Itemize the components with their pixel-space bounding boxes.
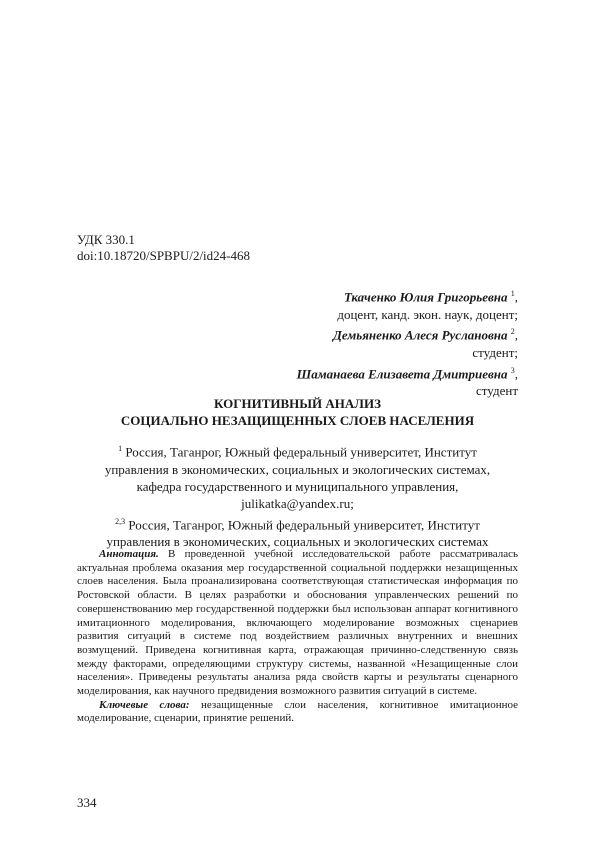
author-2: Демьяненко Алеся Руслановна $^2$,	[333, 327, 518, 343]
udk-block	[77, 232, 250, 264]
author-sup: 3	[510, 365, 515, 375]
keywords-label: Ключевые слова:	[99, 698, 190, 711]
affiliation-line: управления в экономических, социальных и экологических системах	[106, 534, 489, 550]
page-number: 334	[77, 795, 97, 810]
author-name: Ткаченко Юлия Григорьевна	[343, 289, 508, 305]
title-line: СОЦИАЛЬНО НЕЗАЩИЩЕННЫХ СЛОЕВ НАСЕЛЕНИЯ	[120, 413, 475, 428]
author-1: Ткаченко Юлия Григорьевна $^1$,	[343, 289, 518, 305]
title-line: КОГНИТИВНЫЙ АНАЛИЗ	[214, 396, 381, 411]
affiliation-line: управления в экономических, социальных и экологических системах,	[104, 461, 491, 477]
keywords-text: незащищенные слои населения, когнитивное имитационное моделирование, сценарии, принятие решений.	[77, 698, 518, 725]
paper-title	[77, 395, 518, 429]
affiliation-line: кафедра государственного и муниципального управления,	[136, 478, 459, 494]
abstract-block	[77, 548, 518, 726]
abstract-paragraph	[77, 548, 518, 699]
affiliation-sup: 2,3	[115, 516, 126, 526]
author-name: Демьяненко Алеся Руслановна	[333, 327, 508, 343]
author-name: Шаманаева Елизавета Дмитриевна	[296, 365, 508, 381]
author-sup: 2	[510, 327, 515, 337]
udk-code: УДК 330.1	[77, 232, 135, 247]
author-block	[297, 285, 518, 400]
abstract-label: Аннотация.	[99, 548, 159, 560]
doi: doi:10.18720/SPBPU/2/id24-468	[77, 248, 250, 263]
keywords-paragraph	[77, 699, 518, 726]
author-role: студент;	[472, 345, 518, 361]
author-3: Шаманаева Елизавета Дмитриевна $^3$,	[296, 365, 518, 381]
affiliation-line: $^1$ Россия, Таганрог, Южный федеральный университет, Институт	[118, 444, 477, 460]
email: julikatka@yandex.ru;	[241, 496, 354, 512]
affiliation-line: $^{2,3}$ Россия, Таганрог, Южный федеральный университет, Институт	[115, 516, 480, 532]
affiliation-sup: 1	[118, 444, 123, 453]
affiliations	[77, 440, 518, 550]
author-sup: 1	[510, 289, 515, 298]
abstract-text: В проведенной учебной исследовательской работе рассматривалась актуальная проблема оказания мер государственной социальной поддержки незащищенных слоев населения. Была проанализирована соответствующая статистическая информация по Ростовской области. В целях разработки и обоснования управленческих решений по совершенствованию мер государственной поддержки был использован аппарат когнитивного имитационного моделирования, включающего моделирование возможных сценариев развития ситуаций в системе под воздействием различных внутренних и внешних возмущений. Приведена когнитивная карта, отражающая причинно-следственную связь между факторами, определяющими структуру системы, названной «Незащищенные слои населения». Приведены результаты анализа ряда свойств карты и результаты сценарного моделирования, как научного предвидения возможного развития ситуаций в системе.	[77, 548, 518, 698]
author-role: студент	[476, 383, 518, 399]
author-role: доцент, канд. экон. наук, доцент;	[337, 306, 518, 322]
